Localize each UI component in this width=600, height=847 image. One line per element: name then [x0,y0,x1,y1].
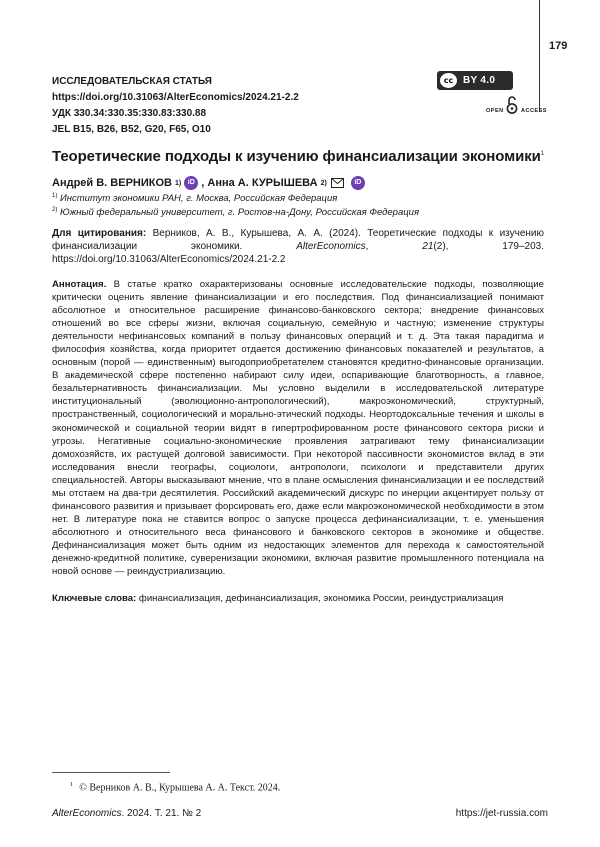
footnote-divider [52,772,170,773]
open-access-word-open: OPEN [486,108,504,114]
author-1-name: Андрей В. ВЕРНИКОВ [52,177,172,189]
affiliation-1-text: Институт экономики РАН, г. Москва, Российская Федерация [60,193,337,204]
citation-volume-separator: , [366,241,369,252]
abstract-block [52,278,544,578]
cc-icon: cc [440,73,457,88]
affiliation-2 [52,207,419,218]
footnote-text: © Верников А. В., Курышева А. А. Текст. 2024. [79,782,280,793]
author-1-affiliation-mark: 1) [175,180,181,187]
footer-url[interactable]: https://jet-russia.com [456,808,548,819]
citation-block [52,227,544,266]
abstract-text: В статье кратко охарактеризованы основные исследовательские подходы, позволяющие критически оценить явление финансиализации и его последствия. Под финансиализацией понимают абсолютное и относительное расширение финансово-банковского сектора; внедрение финансовых отношений во все сферы жизни, включая социальную, семейную и частную; изменение структуры деятельности нефинансовых компаний в пользу финансовых операций и т. д. Эта такая парадигма и философия хозяйства, когда приоритет отдается достижению финансовых показателей и результатов, а основным (порой — единственным) выгодоприобретателем становятся кредитно-финансовые организации. В академической сфере постепенно набирают силу идеи, оспаривающие благотворность, а главное, безальтернативность финансиализации. Мы условно выделили в исследовательской литературе институциональный (эволюционно-антропологический), макроэкономический, структурный, пространственный, социологический и морально-этический подходы. Неортодоксальные течения и школы в экономической и социальной теории видят в гипертрофированном росте финансового сектора риски и угрозы. Негативные социально-экономические проявления затрагивают тему финансиализации домохозяйств, их растущей долговой зависимости. При некоторой пассивности экономистов вклад в эти исследования внесли географы, социологи, антропологи, психологи и представители других специальностей. Авторы высказывают мнение, что в плане осмысления финансиализации и ее последствий мы отстаем на два-три десятилетия. Российский академический дискурс по инерции акцентирует пользу от финансового развития и призывает форсировать его, даже если макроэкономической необходимости в этом нет. В литературе пока не ставится вопрос о запуске процесса дефинансиализации, т. е. уменьшения абсолютного и относительного веса финансового и банковского секторов в экономике и обществе. Дефинансиализация может быть одним из недостающих элементов для перехода к самостоятельной денежно-кредитной политике, суверенизации экономики, включая развитие промышленного потенциала на новой основе — реиндустриализацию. [52,279,544,577]
article-type: ИССЛЕДОВАТЕЛЬСКАЯ СТАТЬЯ [52,74,299,90]
affiliation-1 [52,193,337,204]
page-number: 179 [549,40,567,52]
affiliation-2-text: Южный федеральный университет, г. Ростов-на-Дону, Российская Федерация [60,207,419,218]
cc-license-label: BY 4.0 [463,75,495,86]
abstract-label: Аннотация. [52,279,106,290]
author-separator: , [201,177,204,189]
footer-journal-info [52,808,201,819]
keywords-block [52,592,544,605]
title-text: Теоретические подходы к изучению финансиализации экономики [52,148,541,165]
affiliation-1-mark: 1) [52,193,57,199]
author-list [52,176,368,190]
doi-link[interactable]: https://doi.org/10.31063/AlterEconomics/2024.21-2.2 [52,90,299,106]
article-header [52,74,299,138]
citation-journal: AlterEconomics [296,241,365,252]
footnote [70,781,280,793]
citation-label: Для цитирования: [52,228,146,239]
keywords-label: Ключевые слова: [52,593,136,604]
author-2-name: Анна А. КУРЫШЕВА [207,177,317,189]
keywords-text: финансиализация, дефинансиализация, экономика России, реиндустриализация [139,593,504,604]
footnote-mark: 1 [70,781,73,788]
article-title [52,148,544,165]
citation-text: Верников, А. В., Курышева, А. А. (2024). Теоретические подходы к изучению финансиализации экономики. [52,228,544,252]
title-footnote-mark: 1 [541,151,544,157]
affiliation-2-mark: 2) [52,207,57,213]
orcid-icon[interactable]: iD [184,176,198,190]
open-access-word-access: ACCESS [521,108,547,114]
orcid-icon[interactable]: iD [351,176,365,190]
footer-journal: AlterEconomics [52,808,121,819]
open-access-logo [486,96,562,118]
citation-volume: 21 [422,241,433,252]
cc-license-badge[interactable] [437,71,513,90]
jel-codes: JEL B15, B26, B52, G20, F65, O10 [52,122,299,138]
citation-pages-doi: (2), 179–203. https://doi.org/10.31063/AlterEconomics/2024.21-2.2 [52,241,544,265]
open-lock-icon [506,96,518,114]
udk-code: УДК 330.34:330.35:330.83:330.88 [52,106,299,122]
footer-issue: . 2024. Т. 21. № 2 [121,808,201,819]
author-2-affiliation-mark: 2) [321,180,327,187]
email-icon[interactable] [331,178,344,188]
